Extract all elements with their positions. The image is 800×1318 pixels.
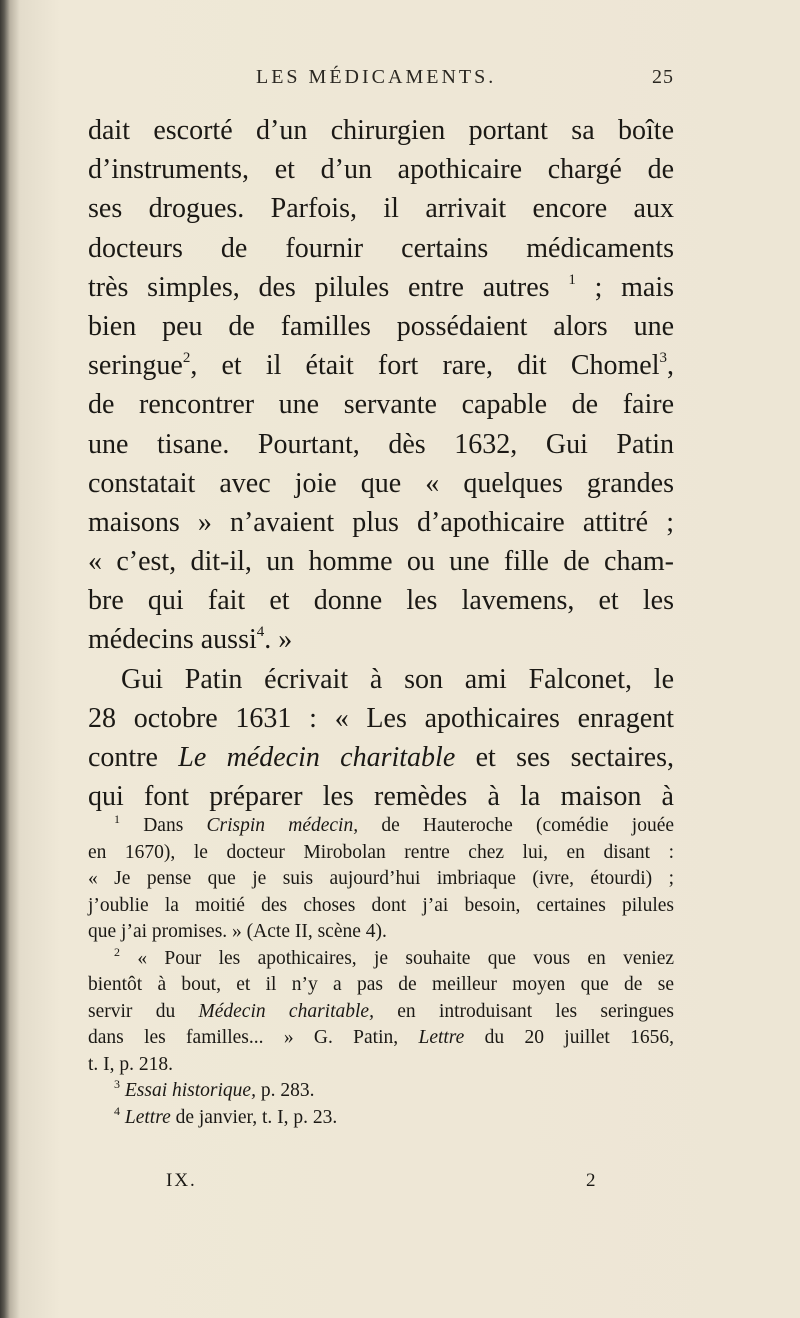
- main-text: [88, 111, 674, 816]
- footnote-line: servir du Médecin charitable, en introduisant les seringues: [88, 1000, 675, 1022]
- text-line: maisons » n’avaient plus d’apothicaire attitré ;: [88, 506, 674, 538]
- text-line: dait escorté d’un chirurgien portant sa boîte: [88, 115, 674, 146]
- footnote-line: $^1$ Dans Crispin médecin, de Hauteroche (comédie jouée: [114, 812, 675, 836]
- text-line: bre qui fait et donne les lavemens, et les: [88, 585, 674, 617]
- footnote-line: en 1670), le docteur Mirobolan rentre chez lui, en disant :: [88, 841, 674, 863]
- footnote-line: bientôt à bout, et il n’y a pas de meilleur moyen que de se: [88, 974, 674, 995]
- footnote-line: que j’ai promises. » (Acte II, scène 4).: [88, 921, 387, 942]
- footnote-ref: 2: [182, 350, 191, 367]
- footnote-line: $^4$ Lettre de janvier, t. I, p. 23.: [114, 1103, 338, 1128]
- running-title: LES MÉDICAMENTS.: [256, 66, 497, 88]
- page-header: [88, 66, 674, 96]
- text-line: docteurs de fournir certains médicaments: [88, 232, 674, 264]
- text-line: d’instruments, et d’un apothicaire chargé de: [88, 154, 674, 186]
- text-line: constatait avec joie que « quelques grandes: [88, 467, 674, 499]
- text-line: médecins aussi$^4$. »: [88, 624, 293, 656]
- text-line: 28 octobre 1631 : « Les apothicaires enragent: [88, 702, 674, 734]
- volume-mark: IX.: [166, 1170, 197, 1191]
- footnote-line: « Je pense que je suis aujourd’hui imbriaque (ivre, étourdi) ;: [88, 868, 674, 889]
- text-line: Gui Patin écrivait à son ami Falconet, le: [121, 663, 674, 695]
- footnote-ref: 3: [659, 350, 667, 367]
- text-line: très simples, des pilules entre autres $^1$ ; mais: [88, 271, 675, 303]
- footnote-line: t. I, p. 218.: [88, 1053, 174, 1075]
- text-line: « c’est, dit-il, un homme ou une fille de cham-: [88, 546, 674, 578]
- book-title: Le médecin charitable: [178, 742, 456, 773]
- text-line: seringue$^2$, et il était fort rare, dit Chomel$^3$,: [88, 350, 674, 382]
- footnote-line: $^3$ Essai historique, p. 283.: [114, 1077, 315, 1101]
- footnote-line: dans les familles... » G. Patin, Lettre du 20 juillet 1656,: [88, 1027, 674, 1048]
- footnote-ref: 1: [568, 271, 576, 288]
- text-line: contre Le médecin charitable et ses sectaires,: [88, 742, 675, 773]
- footnote-line: j’oublie la moitié des choses dont j’ai besoin, certaines pilules: [88, 894, 674, 916]
- text-line: une tisane. Pourtant, dès 1632, Gui Patin: [88, 428, 674, 460]
- sheet-mark: 2: [586, 1170, 596, 1191]
- footnotes: [88, 813, 674, 1131]
- footnote-line: $^2$ « Pour les apothicaires, je souhaite que vous en veniez: [114, 944, 675, 969]
- footnote-ref: 4: [256, 624, 265, 641]
- text-line: qui font préparer les remèdes à la maison à: [88, 781, 674, 813]
- text-line: bien peu de familles possédaient alors une: [88, 310, 674, 342]
- text-line: ses drogues. Parfois, il arrivait encore aux: [88, 193, 674, 225]
- text-line: de rencontrer une servante capable de faire: [88, 389, 674, 421]
- page-number: 25: [652, 66, 674, 88]
